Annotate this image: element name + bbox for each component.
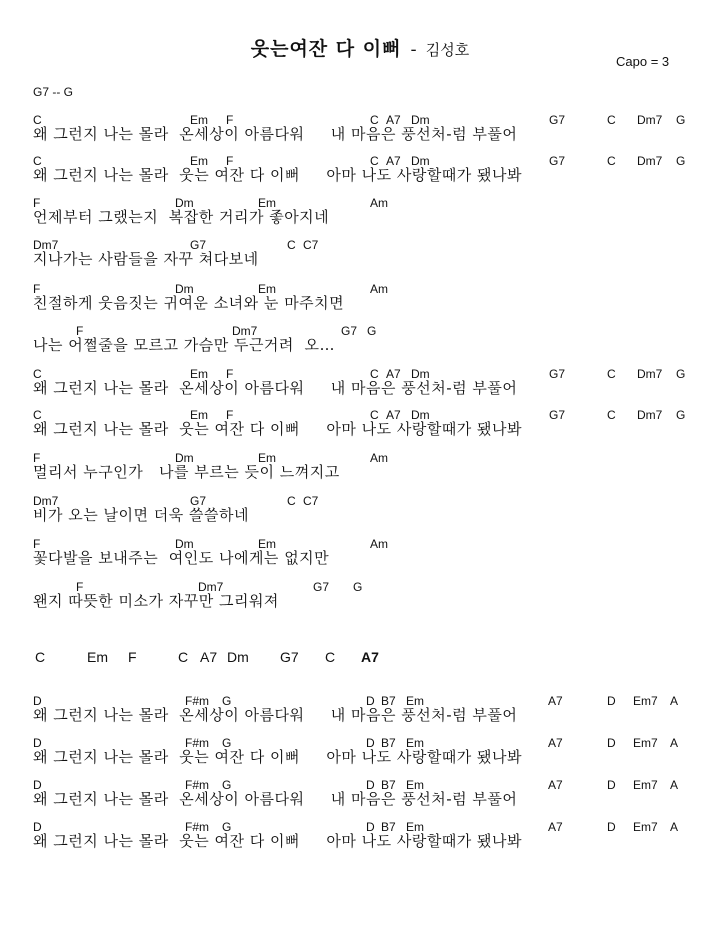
chord: F bbox=[33, 537, 41, 551]
artist-name: 김성호 bbox=[425, 41, 470, 59]
chord: Em bbox=[406, 778, 424, 792]
chord: C bbox=[370, 113, 379, 127]
verse-line bbox=[0, 282, 720, 318]
chord: D bbox=[33, 778, 42, 792]
lyric-text: 멀리서 누구인가 나를 부르는 듯이 느껴지고 bbox=[33, 463, 340, 481]
chord: A7 bbox=[386, 408, 401, 422]
chord: B7 bbox=[381, 736, 396, 750]
chord: C bbox=[33, 408, 42, 422]
chord: G bbox=[222, 736, 232, 750]
chord: C bbox=[370, 154, 379, 168]
chord: Dm bbox=[411, 408, 430, 422]
song-title-line bbox=[0, 34, 720, 61]
chord: D bbox=[607, 694, 616, 708]
chord: Dm bbox=[411, 154, 430, 168]
chord: G bbox=[676, 113, 686, 127]
lyric-text: 왜 그런지 나는 몰라 웃는 여잔 다 이뻐 아마 나도 사랑할때가 됐나봐 bbox=[33, 166, 523, 184]
chord: A7 bbox=[548, 694, 563, 708]
lyric-text: 나는 어쩔줄을 모르고 가슴만 두근거려 오… bbox=[33, 336, 335, 354]
chord: C bbox=[607, 154, 616, 168]
lyric-text: 비가 오는 날이면 더욱 쓸쓸하네 bbox=[33, 506, 249, 524]
progression-chord: Em bbox=[87, 649, 108, 665]
chord: Dm7 bbox=[33, 238, 59, 252]
chord: G7 bbox=[549, 154, 566, 168]
chord: G7 bbox=[313, 580, 330, 594]
chord: Em bbox=[406, 736, 424, 750]
chord: G7 bbox=[549, 113, 566, 127]
chord: Dm7 bbox=[637, 408, 663, 422]
progression-chord: F bbox=[128, 649, 137, 665]
chord: B7 bbox=[381, 820, 396, 834]
chord: G7 bbox=[341, 324, 358, 338]
chord: Em bbox=[190, 154, 208, 168]
chord: Em7 bbox=[633, 778, 658, 792]
chord: Am bbox=[370, 282, 388, 296]
lyric-text: 왠지 따뜻한 미소가 자꾸만 그리워져 bbox=[33, 592, 279, 610]
chord: Em bbox=[258, 282, 276, 296]
chord: C bbox=[370, 408, 379, 422]
chord: Dm bbox=[175, 196, 194, 210]
lyric-text: 언제부터 그랬는지 복잡한 거리가 좋아지네 bbox=[33, 208, 330, 226]
chord: Em7 bbox=[633, 736, 658, 750]
verse-line bbox=[0, 238, 720, 274]
chord: Dm bbox=[175, 451, 194, 465]
chord: Am bbox=[370, 196, 388, 210]
verse-line bbox=[0, 408, 720, 444]
progression-chord: C bbox=[35, 649, 46, 665]
chord: Dm bbox=[175, 282, 194, 296]
chord: A bbox=[670, 694, 679, 708]
chord: F bbox=[226, 113, 234, 127]
chord: F bbox=[226, 367, 234, 381]
lyric-text: 친절하게 웃음짓는 귀여운 소녀와 눈 마주치면 bbox=[33, 294, 345, 312]
chord: C bbox=[33, 113, 42, 127]
chord: G7 bbox=[190, 238, 207, 252]
intro-chords: G7 -- G bbox=[33, 85, 74, 99]
chord: D bbox=[366, 778, 375, 792]
chord: C bbox=[33, 154, 42, 168]
chord: B7 bbox=[381, 694, 396, 708]
chord: F#m bbox=[185, 736, 209, 750]
verse-line bbox=[0, 367, 720, 403]
chord: C bbox=[33, 367, 42, 381]
lyric-text: 왜 그런지 나는 몰라 온세상이 아름다워 내 마음은 풍선처-럼 부풀어 bbox=[33, 379, 518, 397]
chord: Am bbox=[370, 451, 388, 465]
lyric-text: 지나가는 사람들을 자꾸 쳐다보네 bbox=[33, 250, 259, 268]
chord: G bbox=[676, 154, 686, 168]
chord: Em bbox=[258, 196, 276, 210]
progression-chord: A7 bbox=[361, 649, 379, 665]
chord: D bbox=[366, 694, 375, 708]
chord: Dm7 bbox=[198, 580, 224, 594]
lyric-text: 왜 그런지 나는 몰라 온세상이 아름다워 내 마음은 풍선처-럼 부풀어 bbox=[33, 706, 518, 724]
chord: Em bbox=[190, 113, 208, 127]
chord: C7 bbox=[303, 238, 319, 252]
chord: Dm bbox=[175, 537, 194, 551]
progression-chord: Dm bbox=[227, 649, 249, 665]
chord: F bbox=[76, 580, 84, 594]
chord: D bbox=[607, 736, 616, 750]
chord: A bbox=[670, 820, 679, 834]
lyric-text: 왜 그런지 나는 몰라 온세상이 아름다워 내 마음은 풍선처-럼 부풀어 bbox=[33, 790, 518, 808]
chord: Em7 bbox=[633, 820, 658, 834]
chord: C bbox=[607, 408, 616, 422]
verse-line bbox=[0, 196, 720, 232]
chord: Em bbox=[190, 408, 208, 422]
chord: G7 bbox=[190, 494, 207, 508]
chord: Am bbox=[370, 537, 388, 551]
chord: G bbox=[676, 367, 686, 381]
chord: F#m bbox=[185, 694, 209, 708]
chord: Em bbox=[406, 820, 424, 834]
chord: C bbox=[287, 494, 296, 508]
chord: F#m bbox=[185, 820, 209, 834]
chord: G7 bbox=[549, 367, 566, 381]
chord: Em bbox=[406, 694, 424, 708]
chord: C bbox=[370, 367, 379, 381]
capo-indicator: Capo = 3 bbox=[616, 54, 670, 69]
verse-line bbox=[0, 580, 720, 616]
verse-line bbox=[0, 494, 720, 530]
chord: C bbox=[607, 367, 616, 381]
lyric-text: 왜 그런지 나는 몰라 웃는 여잔 다 이뻐 아마 나도 사랑할때가 됐나봐 bbox=[33, 748, 523, 766]
key-change-verse-line bbox=[0, 694, 720, 730]
lyric-text: 왜 그런지 나는 몰라 온세상이 아름다워 내 마음은 풍선처-럼 부풀어 bbox=[33, 125, 518, 143]
key-change-verse-line bbox=[0, 820, 720, 856]
chord: Dm7 bbox=[33, 494, 59, 508]
chord: Em bbox=[190, 367, 208, 381]
chord: D bbox=[366, 736, 375, 750]
chord: C7 bbox=[303, 494, 319, 508]
chord: Em bbox=[258, 451, 276, 465]
lyric-text: 꽃다발을 보내주는 여인도 나에게는 없지만 bbox=[33, 549, 330, 567]
chord: G bbox=[367, 324, 377, 338]
chord: G bbox=[222, 694, 232, 708]
verse-line bbox=[0, 324, 720, 360]
title-separator: - bbox=[410, 40, 417, 60]
chord: A7 bbox=[548, 736, 563, 750]
chord: G7 bbox=[549, 408, 566, 422]
chord: C bbox=[607, 113, 616, 127]
chord: B7 bbox=[381, 778, 396, 792]
chord: Dm7 bbox=[637, 154, 663, 168]
chord: Em bbox=[258, 537, 276, 551]
chord: G bbox=[222, 820, 232, 834]
verse-line bbox=[0, 537, 720, 573]
chord: F bbox=[33, 451, 41, 465]
chord: A7 bbox=[386, 113, 401, 127]
chord: Dm bbox=[411, 367, 430, 381]
chord: D bbox=[607, 820, 616, 834]
chord: G bbox=[676, 408, 686, 422]
progression-chord: C bbox=[178, 649, 189, 665]
key-change-verse-line bbox=[0, 778, 720, 814]
chord: D bbox=[366, 820, 375, 834]
chord: G bbox=[222, 778, 232, 792]
chord: F#m bbox=[185, 778, 209, 792]
progression-chord: C bbox=[325, 649, 336, 665]
chord: F bbox=[226, 408, 234, 422]
chord: Em7 bbox=[633, 694, 658, 708]
chord: D bbox=[33, 820, 42, 834]
chord: A7 bbox=[548, 820, 563, 834]
lyric-text: 왜 그런지 나는 몰라 웃는 여잔 다 이뻐 아마 나도 사랑할때가 됐나봐 bbox=[33, 832, 523, 850]
chord: Dm bbox=[411, 113, 430, 127]
key-change-verse-line bbox=[0, 736, 720, 772]
song-title: 웃는여잔 다 이뻐 bbox=[250, 38, 402, 60]
verse-line bbox=[0, 451, 720, 487]
chord: A7 bbox=[386, 367, 401, 381]
verse-line bbox=[0, 113, 720, 149]
chord: F bbox=[33, 196, 41, 210]
chord: F bbox=[76, 324, 84, 338]
chord: D bbox=[33, 694, 42, 708]
lyric-text: 왜 그런지 나는 몰라 웃는 여잔 다 이뻐 아마 나도 사랑할때가 됐나봐 bbox=[33, 420, 523, 438]
chord: F bbox=[33, 282, 41, 296]
chord: A bbox=[670, 736, 679, 750]
progression-chord: A7 bbox=[200, 649, 218, 665]
chord: Dm7 bbox=[637, 367, 663, 381]
chord: F bbox=[226, 154, 234, 168]
chord: G bbox=[353, 580, 363, 594]
progression-chord: G7 bbox=[280, 649, 299, 665]
chord: A7 bbox=[386, 154, 401, 168]
verse-line bbox=[0, 154, 720, 190]
chord: Dm7 bbox=[232, 324, 258, 338]
chord: C bbox=[287, 238, 296, 252]
chord: D bbox=[33, 736, 42, 750]
chord: A bbox=[670, 778, 679, 792]
chord: Dm7 bbox=[637, 113, 663, 127]
chord: A7 bbox=[548, 778, 563, 792]
chord: D bbox=[607, 778, 616, 792]
